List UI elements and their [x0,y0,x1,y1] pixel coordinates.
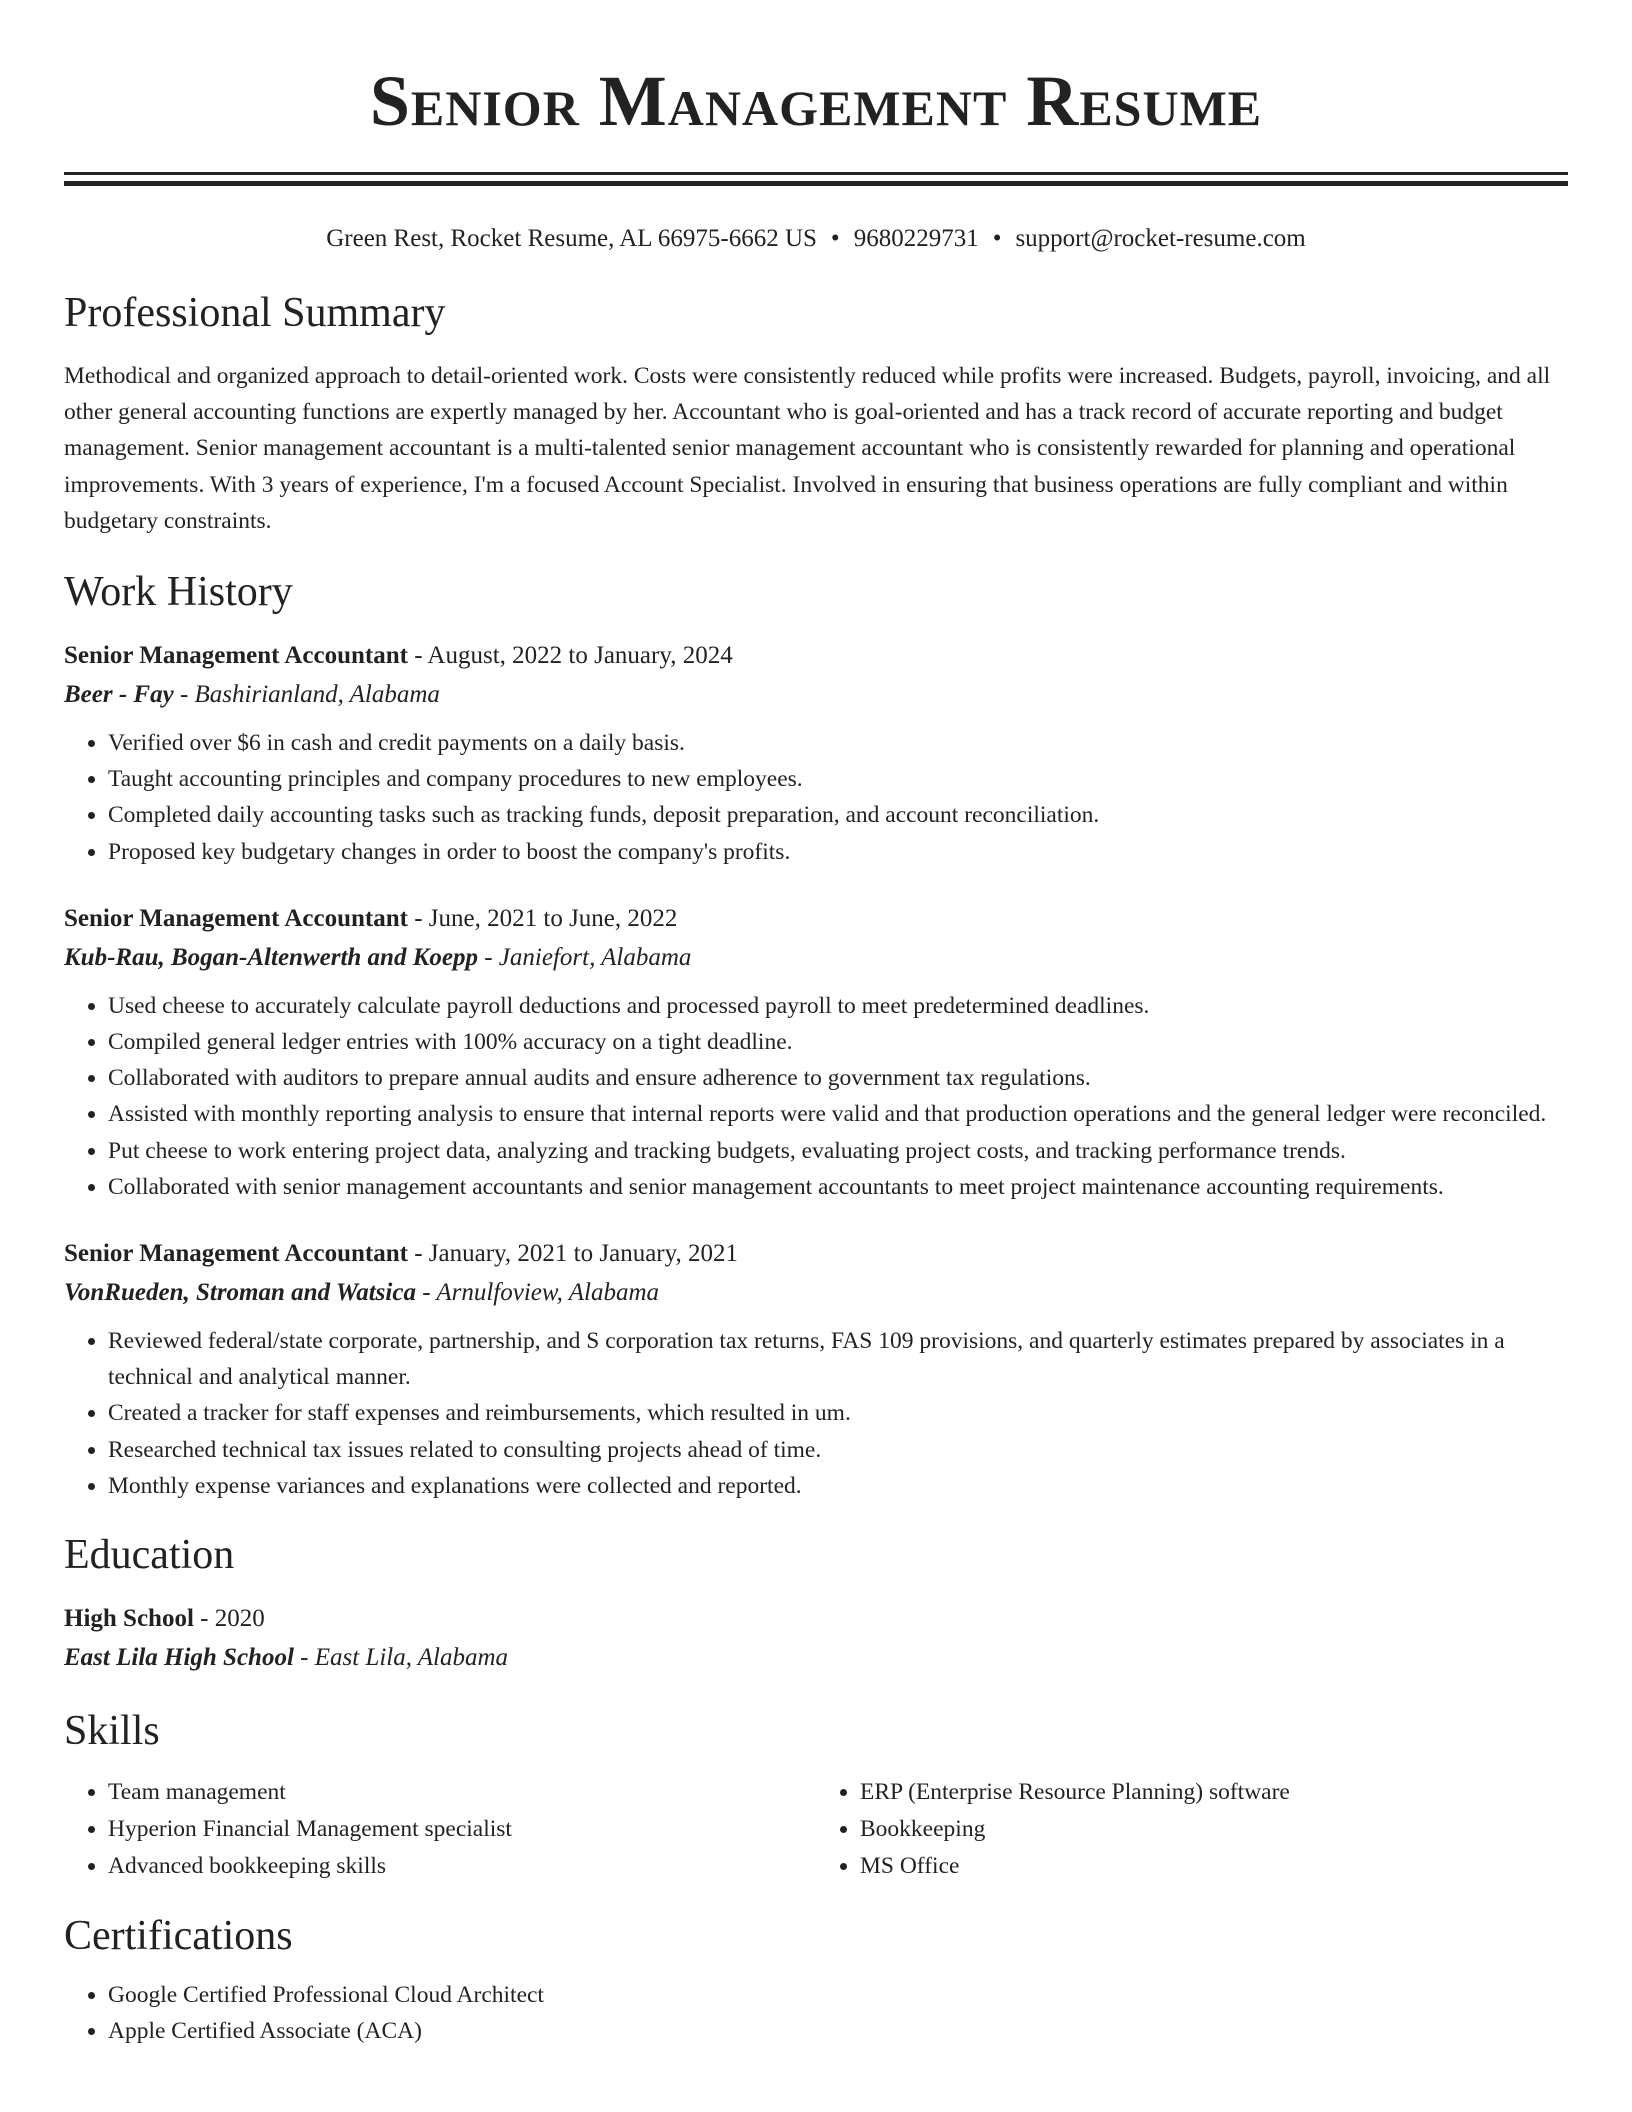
education-entry [64,1600,1568,1678]
list-item: • Taught accounting principles and company procedures to new employees. [108,761,1568,797]
job-duties-list [64,725,1568,870]
summary-heading: Professional Summary [64,290,446,336]
list-item: • Completed daily accounting tasks such as tracking funds, deposit preparation, and account reconciliation. [108,797,1568,833]
education-heading: Education [64,1532,235,1579]
job-dates: - August, 2022 to January, 2024 [407,642,733,670]
skills-columns [64,1774,1568,1885]
certifications-heading: Certifications [64,1913,293,1960]
contact-separator: • [830,225,840,252]
job-title-line [64,900,1568,938]
contact-separator: • [992,225,1002,252]
divider-line-thin [64,172,1568,175]
contact-phone: 9680229731 [853,225,979,252]
job-duties-list [64,988,1568,1205]
skills-list-left [64,1774,816,1885]
contact-line [64,224,1568,254]
employer-line [64,938,1568,978]
employer-line [64,1273,1568,1313]
job-dates: - June, 2021 to June, 2022 [407,904,678,932]
certifications-section [64,1977,1568,2049]
skill-item: • Team management [108,1774,816,1811]
skill-item: • Advanced bookkeeping skills [108,1848,816,1885]
certification-item: • Google Certified Professional Cloud Architect [108,1977,1568,2013]
employer-location: - Janiefort, Alabama [477,943,692,971]
skills-heading: Skills [64,1708,160,1755]
work-history-heading: Work History [64,569,293,616]
job-title-line [64,637,1568,675]
divider-line-thick [64,181,1568,186]
list-item: • Collaborated with auditors to prepare annual audits and ensure adherence to government tax regulations. [108,1060,1568,1096]
job-title: Senior Management Accountant [64,904,408,932]
graduation-year: - 2020 [193,1605,265,1633]
employer-name: Kub-Rau, Bogan-Altenwerth and Koepp [64,943,478,971]
school-location: - East Lila, Alabama [293,1644,509,1672]
skill-item: • Hyperion Financial Management specialist [108,1811,816,1848]
job-title: Senior Management Accountant [64,642,408,670]
job-title-line [64,1235,1568,1273]
job-entry [64,1235,1568,1504]
list-item: • Compiled general ledger entries with 100% accuracy on a tight deadline. [108,1024,1568,1060]
employer-name: VonRueden, Stroman and Watsica [64,1279,416,1307]
list-item: • Researched technical tax issues related to consulting projects ahead of time. [108,1432,1568,1468]
list-item: • Proposed key budgetary changes in order to boost the company's profits. [108,834,1568,870]
summary-text: Methodical and organized approach to detail-oriented work. Costs were consistently reduced while profits were increased. Budgets, payroll, invoicing, and all other general accounting functions are expertly managed by her. Accountant who is goal-oriented and has a track record of accurate reporting and budget management. Senior management accountant is a multi-talented senior management accountant who is consistently rewarded for planning and operational improvements. With 3 years of experience, I'm a focused Account Specialist. Involved in ensuring that business operations are fully compliant and within budgetary constraints. [64,363,1551,534]
employer-line [64,675,1568,715]
list-item: • Assisted with monthly reporting analysis to ensure that internal reports were valid and that production operations and the general ledger were reconciled. [108,1096,1568,1132]
job-entry [64,900,1568,1205]
title-divider [64,172,1568,186]
employer-location: - Arnulfoview, Alabama [415,1279,659,1307]
job-title: Senior Management Accountant [64,1240,408,1268]
skills-list-right [816,1774,1568,1885]
list-item: • Put cheese to work entering project data, analyzing and tracking budgets, evaluating project costs, and tracking performance trends. [108,1133,1568,1169]
list-item: • Monthly expense variances and explanations were collected and reported. [108,1468,1568,1504]
school-line [64,1638,1568,1678]
school-name: East Lila High School [64,1644,294,1672]
job-duties-list [64,1323,1568,1504]
list-item: • Reviewed federal/state corporate, partnership, and S corporation tax returns, FAS 109 provisions, and quarterly estimates prepared by associates in a technical and analytical manner. [108,1323,1568,1395]
list-item: • Verified over $6 in cash and credit payments on a daily basis. [108,725,1568,761]
contact-email: support@rocket-resume.com [1015,225,1306,252]
list-item: • Collaborated with senior management accountants and senior management accountants to meet project maintenance accounting requirements. [108,1169,1568,1205]
resume-title: Senior Management Resume [369,61,1263,141]
list-item: • Created a tracker for staff expenses and reimbursements, which resulted in um. [108,1395,1568,1431]
certifications-list [64,1977,1568,2049]
degree-line [64,1600,1568,1638]
contact-address: Green Rest, Rocket Resume, AL 66975-6662 US [326,225,817,252]
list-item: • Used cheese to accurately calculate payroll deductions and processed payroll to meet predetermined deadlines. [108,988,1568,1024]
skill-item: • MS Office [860,1848,1568,1885]
employer-location: - Bashirianland, Alabama [173,681,440,709]
degree: High School [64,1605,194,1633]
employer-name: Beer - Fay [64,681,174,709]
skill-item: • ERP (Enterprise Resource Planning) software [860,1774,1568,1811]
job-entry [64,637,1568,870]
skill-item: • Bookkeeping [860,1811,1568,1848]
certification-item: • Apple Certified Associate (ACA) [108,2013,1568,2049]
job-dates: - January, 2021 to January, 2021 [407,1240,739,1268]
